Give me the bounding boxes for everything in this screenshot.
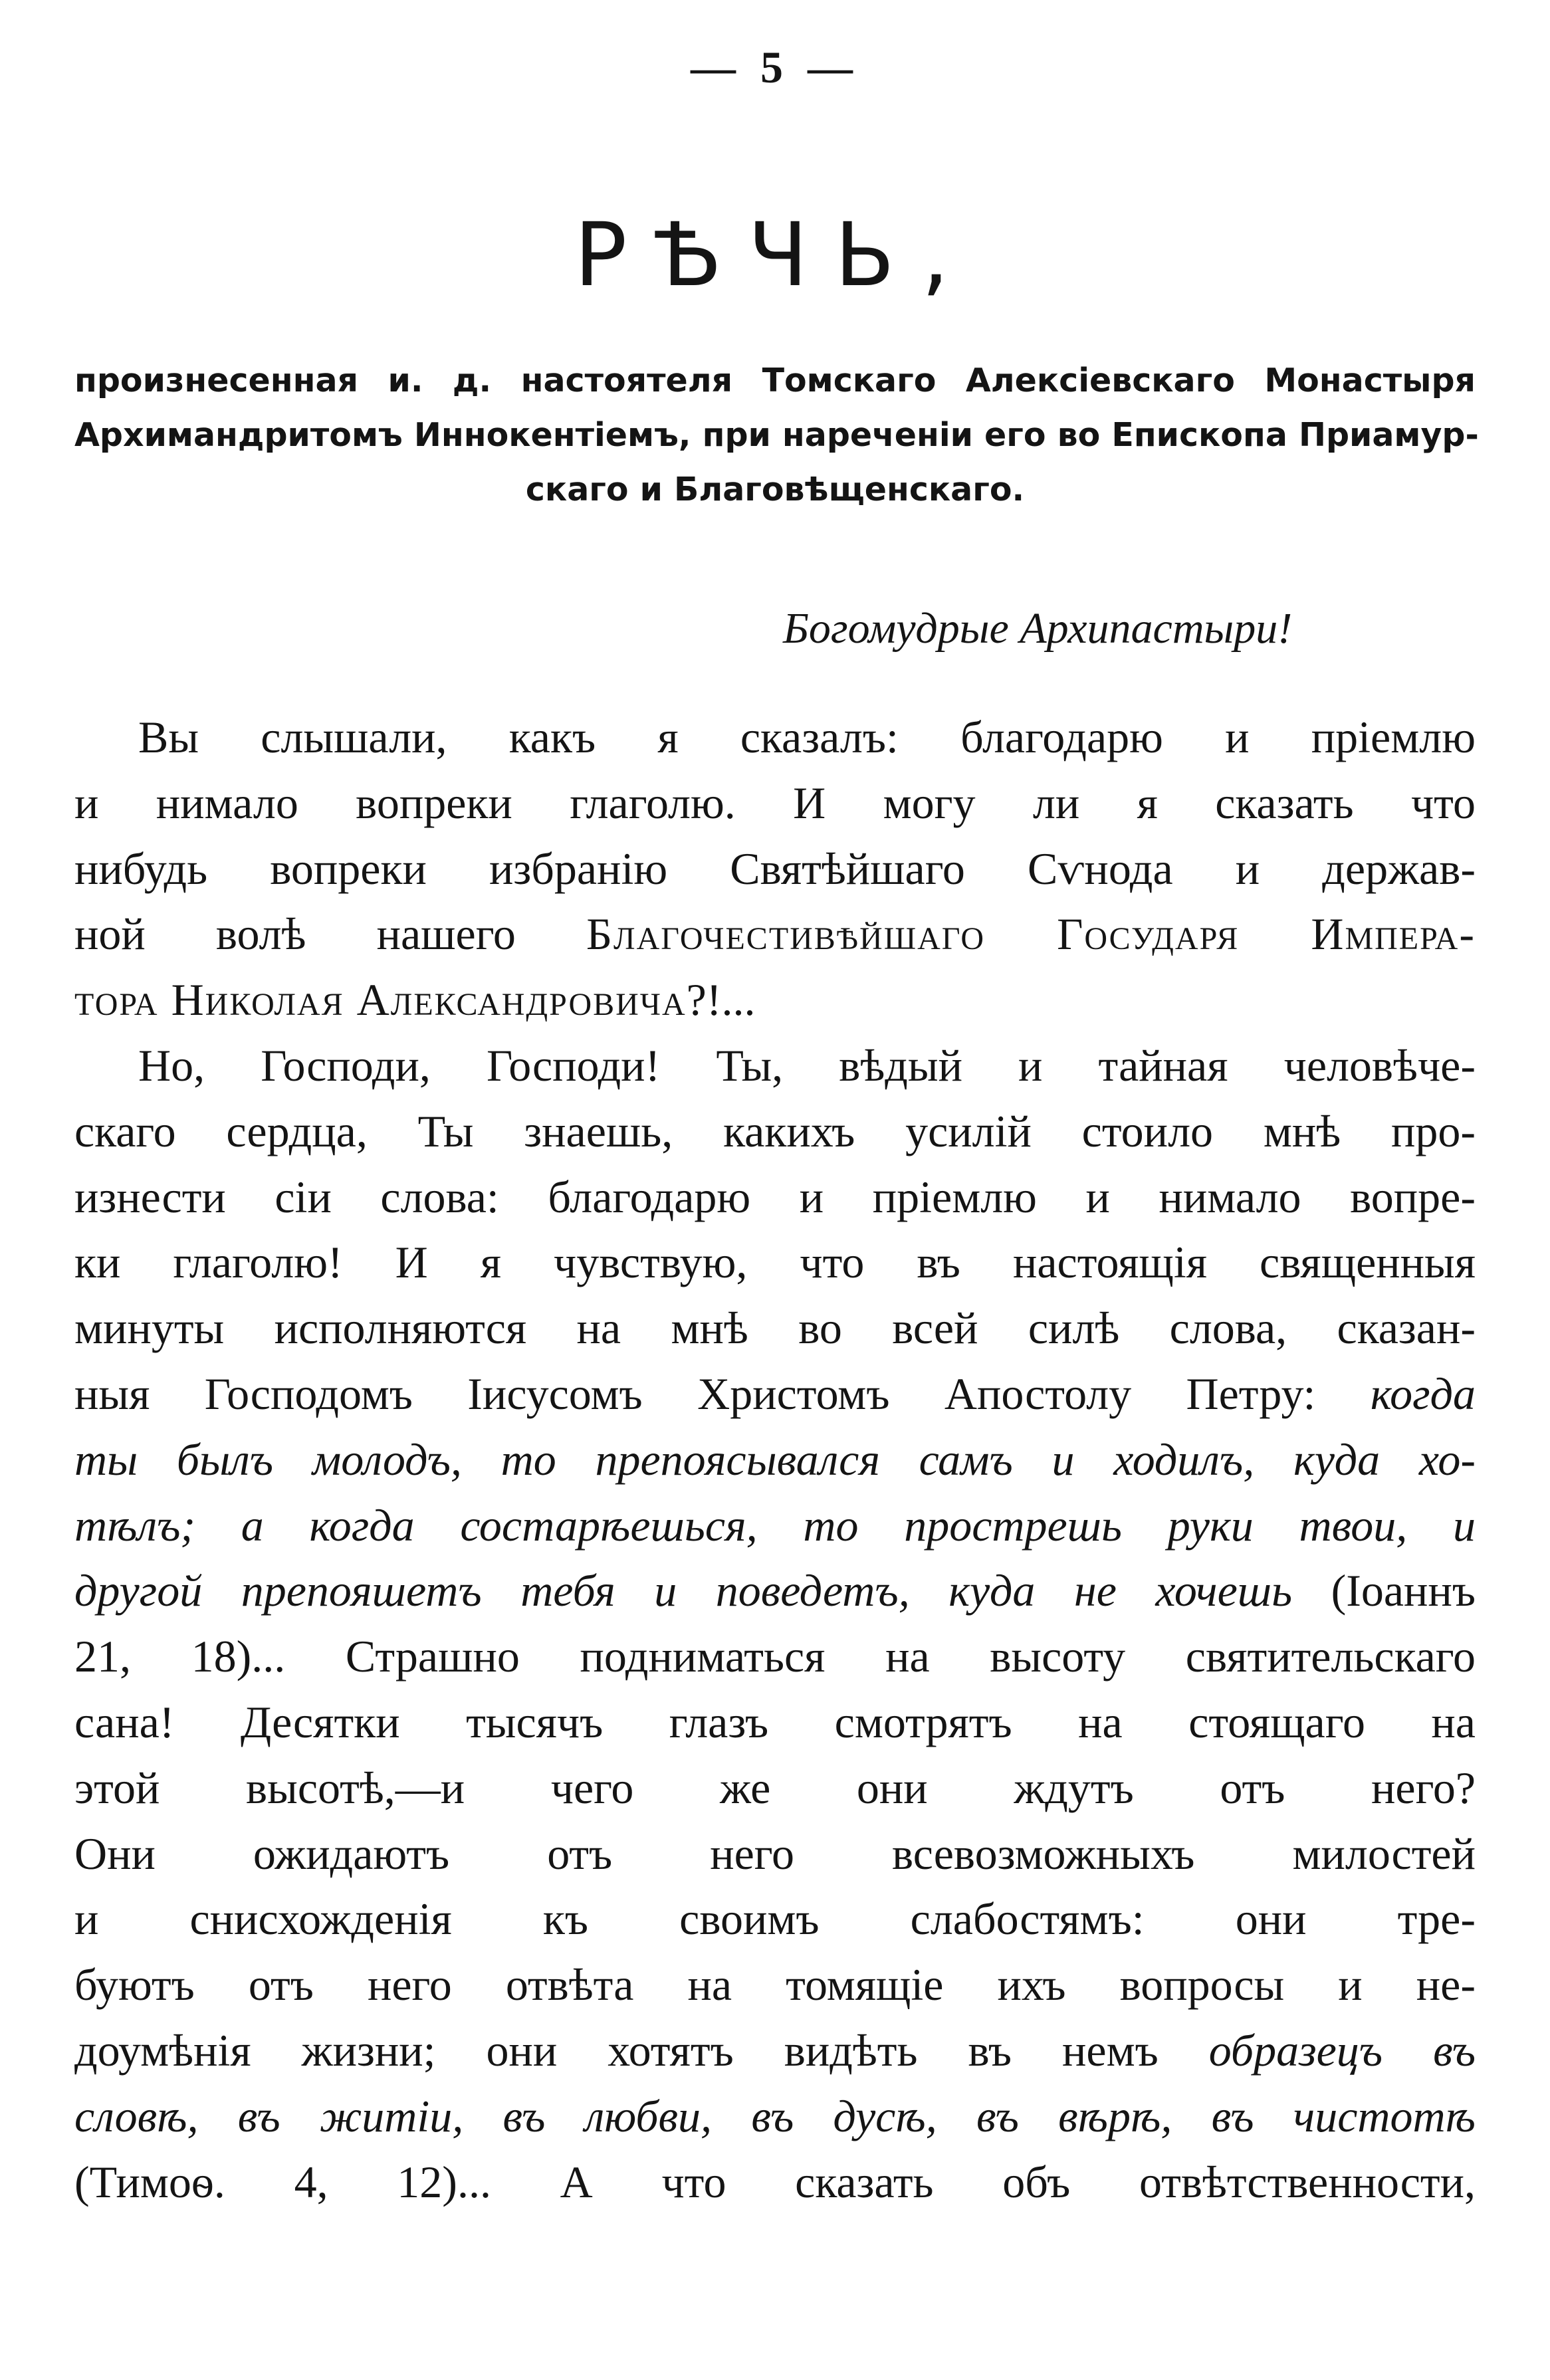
paragraph-2-line-16 (74, 2018, 1476, 2084)
paragraph-2-line-15: буютъ отъ него отвѣта на томящіе ихъ вопросы и не- (74, 1959, 1476, 2010)
paragraph-2-line-4: ки глаголю! И я чувствую, что въ настоящія священныя (74, 1237, 1476, 1288)
paragraph-2-line-3: изнести сіи слова: благодарю и пріемлю и нимало вопре- (74, 1171, 1476, 1222)
p2-line-6-quote: когда (1370, 1368, 1476, 1419)
paragraph-2-line-1: Но, Господи, Господи! Ты, вѣдый и тайная человѣче- (138, 1039, 1476, 1091)
paragraph-2-line-10: 21, 18)... Страшно подниматься на высоту святительскаго (74, 1631, 1476, 1682)
paragraph-2-line-2: скаго сердца, Ты знаешь, какихъ усилій стоило мнѣ про- (74, 1105, 1476, 1156)
paragraph-2-line-17: словѣ, въ житіи, въ любви, въ дусѣ, въ вѣрѣ, въ чистотѣ (74, 2090, 1476, 2141)
paragraph-2-line-12: этой высотѣ,—и чего же они ждутъ отъ него? (74, 1762, 1476, 1813)
p1-line-5-punct: ?!... (686, 974, 756, 1026)
paragraph-2-line-18: (Тимоѳ. 4, 12)... А что сказать объ отвѣтственности, (74, 2156, 1476, 2207)
p1-line-5-emperor-name: тора Николая Александровича (74, 974, 687, 1026)
p2-line-16-text: доумѣнія жизни; они хотятъ видѣть въ немъ (74, 2024, 1209, 2076)
paragraph-1-line-5 (74, 967, 1476, 1033)
paragraph-2-line-8: тѣлъ; а когда состарѣешься, то прострешь руки твои, и (74, 1499, 1476, 1551)
paragraph-1-line-4 (74, 901, 1476, 967)
p2-line-9-quote: другой препояшетъ тебя и поведетъ, куда не хочешь (74, 1565, 1293, 1616)
paragraph-2-line-14: и снисхожденія къ своимъ слабостямъ: они тре- (74, 1893, 1476, 1945)
paragraph-2-line-7: ты былъ молодъ, то препоясывался самъ и ходилъ, куда хо- (74, 1434, 1476, 1485)
paragraph-1-line-2: и нимало вопреки глаголю. И могу ли я сказать что (74, 777, 1476, 828)
subtitle-line-1: произнесенная и. д. настоятеля Томскаго Алексіевскаго Монастыря (74, 362, 1476, 399)
page-title: РѢЧЬ, (574, 204, 976, 306)
body-text (74, 704, 1476, 2215)
paragraph-2-line-6 (74, 1361, 1476, 1427)
salutation: Богомудрые Архипастыри! (783, 604, 1293, 653)
paragraph-2-line-9 (74, 1558, 1476, 1624)
subtitle-line-3: скаго и Благовѣщенскаго. (525, 471, 1025, 508)
paragraph-1-line-1: Вы слышали, какъ я сказалъ: благодарю и пріемлю (138, 712, 1476, 762)
paragraph-1-line-3: нибудь вопреки избранію Святѣйшаго Сѵнода и держав- (74, 843, 1476, 894)
p1-line-4-text: ной волѣ нашего (74, 909, 586, 960)
p2-line-9-ref: (Іоаннъ (1292, 1565, 1476, 1616)
speech-subtitle (74, 354, 1479, 517)
paragraph-2-line-13: Они ожидаютъ отъ него всевозможныхъ милостей (74, 1828, 1476, 1879)
p2-line-16-quote: образецъ въ (1208, 2024, 1476, 2076)
p1-line-4-emperor: Благочестивѣйшаго Государя Импера- (586, 909, 1476, 960)
subtitle-line-2: Архимандритомъ Иннокентіемъ, при нареченіи его во Епископа Приамур- (74, 416, 1479, 454)
paragraph-2-line-11: сана! Десятки тысячъ глазъ смотрятъ на стоящаго на (74, 1696, 1476, 1747)
paragraph-2-line-5: минуты исполняются на мнѣ во всей силѣ слова, сказан- (74, 1303, 1476, 1354)
p2-line-6-text: ныя Господомъ Іисусомъ Христомъ Апостолу Петру: (74, 1368, 1371, 1419)
page-number: — 5 — (691, 42, 859, 92)
